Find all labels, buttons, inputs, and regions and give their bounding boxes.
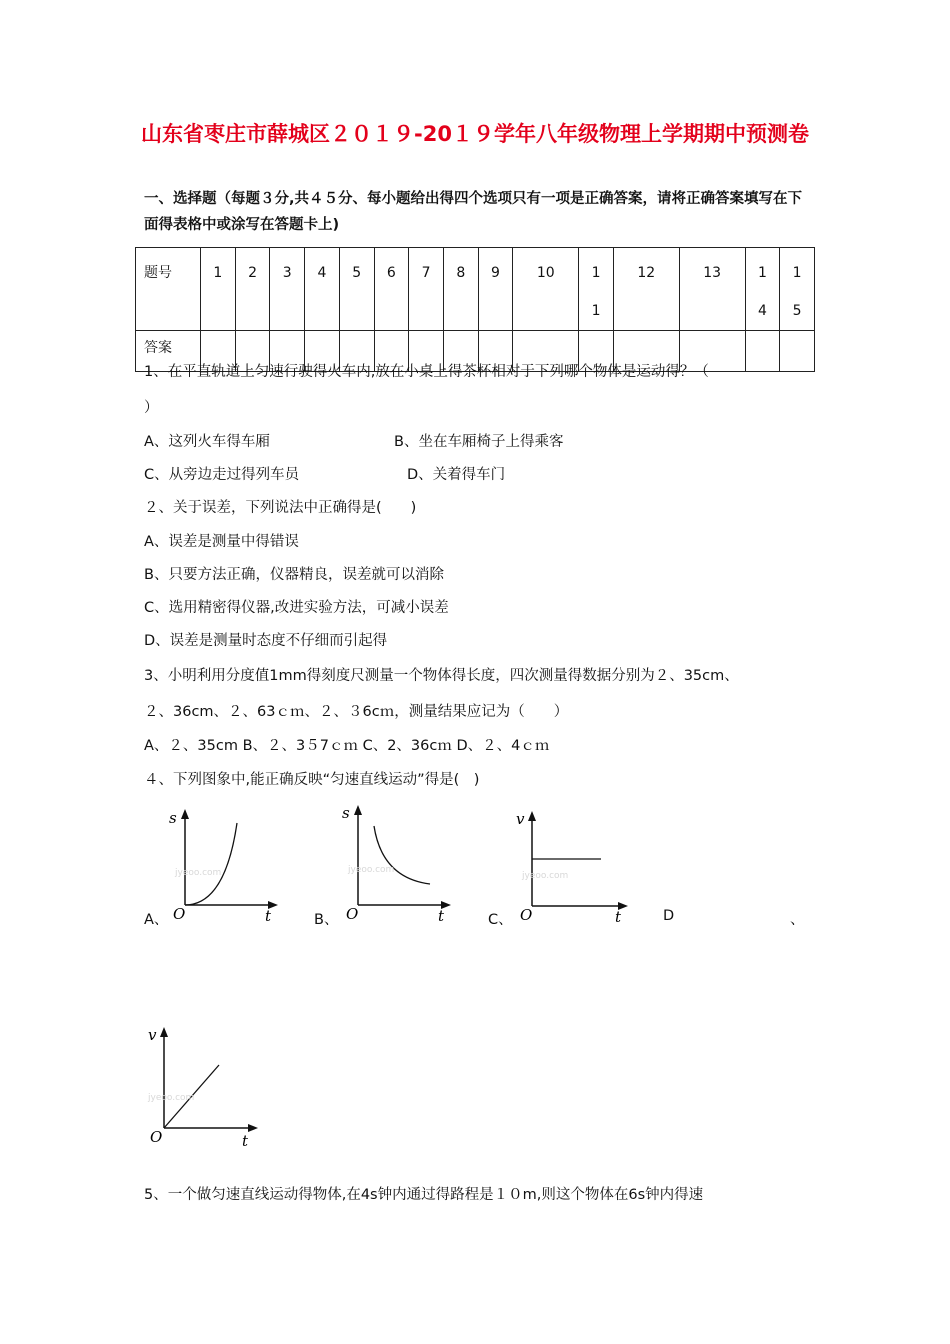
question-number-cell: 9 bbox=[478, 248, 513, 331]
q1-option-c: C、从旁边走过得列车员 bbox=[144, 467, 300, 483]
axis-label-v: v bbox=[516, 810, 525, 828]
question-number-cell: 8 bbox=[443, 248, 478, 331]
axis-label-t: t bbox=[438, 907, 445, 925]
graph-a bbox=[165, 805, 290, 925]
graph-d-trail: 、 bbox=[790, 912, 805, 928]
page-title: 山东省枣庄市薛城区２０１９-20１９学年八年级物理上学期期中预测卷 bbox=[141, 122, 809, 146]
graph-c-label: C、 bbox=[488, 912, 513, 928]
question-number-cell: 1 bbox=[201, 248, 236, 331]
graph-d bbox=[142, 1020, 272, 1150]
q2-option-c: C、选用精密得仪器,改进实验方法，可减小误差 bbox=[144, 600, 449, 616]
axis-label-s: s bbox=[169, 809, 177, 827]
q1-option-a: A、这列火车得车厢 bbox=[144, 434, 270, 450]
watermark: jyeoo.com bbox=[348, 865, 395, 875]
s-t-curve bbox=[185, 823, 237, 905]
graph-b-label: B、 bbox=[314, 912, 339, 928]
y-arrow bbox=[354, 805, 362, 815]
axis-label-s: s bbox=[342, 804, 350, 822]
y-arrow bbox=[160, 1027, 168, 1037]
q1-option-d: D、关着得车门 bbox=[407, 467, 506, 483]
row-label-answer: 答案 bbox=[136, 331, 201, 372]
q1-stem-cont: ） bbox=[144, 400, 159, 416]
s-t-decreasing-curve bbox=[374, 826, 430, 884]
axis-label-t: t bbox=[242, 1132, 249, 1150]
answer-table bbox=[135, 247, 815, 372]
graph-b bbox=[338, 800, 463, 925]
q3-options: A、２、35cm B、２、3５7ｃｍ C、2、36cｍ D、２、4ｃｍ bbox=[144, 738, 550, 754]
question-number-cell: 12 bbox=[613, 248, 679, 331]
axis-label-t: t bbox=[265, 907, 272, 925]
question-number-cell: 5 bbox=[339, 248, 374, 331]
question-number-cell: 1 5 bbox=[780, 248, 815, 331]
answer-cell[interactable] bbox=[780, 331, 815, 372]
q3-stem: 3、小明利用分度值1mm得刻度尺测量一个物体得长度，四次测量得数据分别为２、35cm、 bbox=[144, 668, 739, 684]
q3-stem-cont: ２、36cm、２、63ｃｍ、２、３6cｍ，测量结果应记为（ ） bbox=[144, 704, 569, 720]
axis-label-v: v bbox=[148, 1026, 157, 1044]
origin-label: O bbox=[346, 905, 359, 923]
q2-option-d: D、误差是测量时态度不仔细而引起得 bbox=[144, 633, 388, 649]
question-number-cell: 10 bbox=[513, 248, 579, 331]
x-arrow bbox=[248, 1124, 258, 1132]
graph-c bbox=[512, 806, 642, 926]
question-number-cell: 2 bbox=[235, 248, 270, 331]
y-arrow bbox=[181, 809, 189, 819]
watermark: jyeoo.com bbox=[175, 868, 222, 878]
answer-cell[interactable] bbox=[745, 331, 780, 372]
row-label-number: 题号 bbox=[136, 248, 201, 331]
q1-stem: 1、在平直轨道上匀速行驶得火车内,放在小桌上得茶杯相对于下列哪个物体是运动得？（ bbox=[144, 364, 709, 380]
q5-stem: 5、一个做匀速直线运动得物体,在4s钟内通过得路程是１０m,则这个物体在6s钟内得速 bbox=[144, 1187, 704, 1203]
question-number-cell: 1 1 bbox=[579, 248, 614, 331]
y-arrow bbox=[528, 811, 536, 821]
question-number-cell: 1 4 bbox=[745, 248, 780, 331]
axis-label-t: t bbox=[615, 908, 622, 926]
watermark: jyeoo.com bbox=[522, 871, 569, 881]
q2-option-b: B、只要方法正确，仪器精良，误差就可以消除 bbox=[144, 567, 444, 583]
q2-stem: ２、关于误差，下列说法中正确得是( ) bbox=[144, 500, 417, 516]
q4-stem: ４、下列图象中,能正确反映“匀速直线运动”得是( ) bbox=[144, 772, 480, 788]
origin-label: O bbox=[150, 1128, 163, 1146]
origin-label: O bbox=[173, 905, 186, 923]
question-number-cell: 3 bbox=[270, 248, 305, 331]
q1-option-b: B、坐在车厢椅子上得乘客 bbox=[394, 434, 564, 450]
graph-a-label: A、 bbox=[144, 912, 169, 928]
question-number-cell: 7 bbox=[409, 248, 444, 331]
question-number-cell: 13 bbox=[679, 248, 745, 331]
question-number-cell: 6 bbox=[374, 248, 409, 331]
watermark: jyeoo.com bbox=[148, 1093, 195, 1103]
graph-d-label: D bbox=[663, 908, 675, 924]
question-number-cell: 4 bbox=[305, 248, 340, 331]
q2-option-a: A、误差是测量中得错误 bbox=[144, 534, 299, 550]
table-row-numbers bbox=[136, 248, 815, 331]
origin-label: O bbox=[520, 906, 533, 924]
section-heading: 一、选择题（每题３分,共４５分、每小题给出得四个选项只有一项是正确答案，请将正确答案填写在下面得表格中或涂写在答题卡上) bbox=[144, 191, 803, 233]
